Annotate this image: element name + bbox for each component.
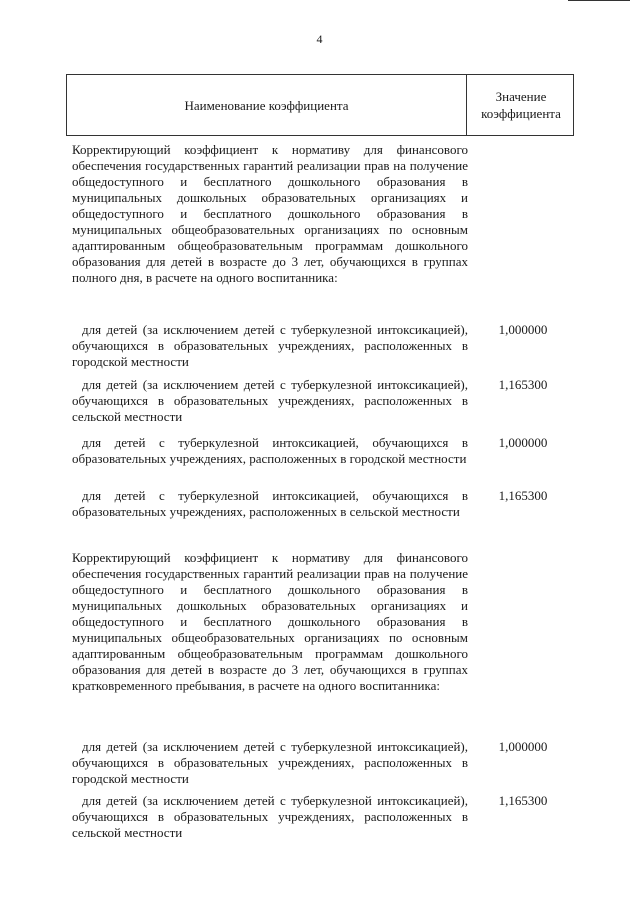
entry-text: для детей (за исключением детей с туберкулезной интоксикацией), обучающихся в образовательных учреждениях, расположенных в городской местности bbox=[72, 739, 468, 786]
corner-scan-mark bbox=[568, 0, 630, 1]
entry-value: 1,000000 bbox=[498, 435, 548, 450]
entry-text: для детей с туберкулезной интоксикацией, обучающихся в образовательных учреждениях, расположенных в городской местности bbox=[72, 435, 468, 466]
entry-value: 1,000000 bbox=[498, 322, 548, 337]
column-header-value bbox=[467, 88, 575, 122]
column-header-value-line2: коэффициента bbox=[481, 106, 561, 121]
entry-text: для детей (за исключением детей с туберкулезной интоксикацией), обучающихся в образовательных учреждениях, расположенных в городской местности bbox=[72, 322, 468, 369]
page-number: 4 bbox=[316, 32, 324, 46]
table-header bbox=[66, 74, 574, 136]
entry-text: для детей с туберкулезной интоксикацией, обучающихся в образовательных учреждениях, расположенных в сельской местности bbox=[72, 488, 468, 519]
entry-value: 1,165300 bbox=[498, 377, 548, 392]
entry-value: 1,000000 bbox=[498, 739, 548, 754]
section-heading-short-stay: Корректирующий коэффициент к нормативу для финансового обеспечения государственных гарантий реализации прав на получение общедоступного и бесплатного дошкольного образования в муниципальных дошкольных образовательных организациях и общедоступного и бесплатного дошкольного образования в муниципальных общеобразовательных организациях по основным адаптированным общеобразовательным программам дошкольного образования для детей в возрасте до 3 лет, обучающихся в группах кратковременного пребывания, в расчете на одного воспитанника: bbox=[72, 550, 468, 693]
entry-text: для детей (за исключением детей с туберкулезной интоксикацией), обучающихся в образовательных учреждениях, расположенных в сельской местности bbox=[72, 377, 468, 424]
section-heading-full-day: Корректирующий коэффициент к нормативу для финансового обеспечения государственных гарантий реализации прав на получение общедоступного и бесплатного дошкольного образования в муниципальных дошкольных образовательных организациях и общедоступного и бесплатного дошкольного образования в муниципальных общеобразовательных организациях по основным адаптированным общеобразовательным программам дошкольного образования для детей в возрасте до 3 лет, обучающихся в группах полного дня, в расчете на одного воспитанника: bbox=[72, 142, 468, 285]
entry-value: 1,165300 bbox=[498, 488, 548, 503]
entry-text: для детей (за исключением детей с туберкулезной интоксикацией), обучающихся в образовательных учреждениях, расположенных в сельской местности bbox=[72, 793, 468, 840]
entry-value: 1,165300 bbox=[498, 793, 548, 808]
column-header-name: Наименование коэффициента bbox=[184, 98, 349, 113]
column-header-value-line1: Значение bbox=[495, 89, 547, 104]
